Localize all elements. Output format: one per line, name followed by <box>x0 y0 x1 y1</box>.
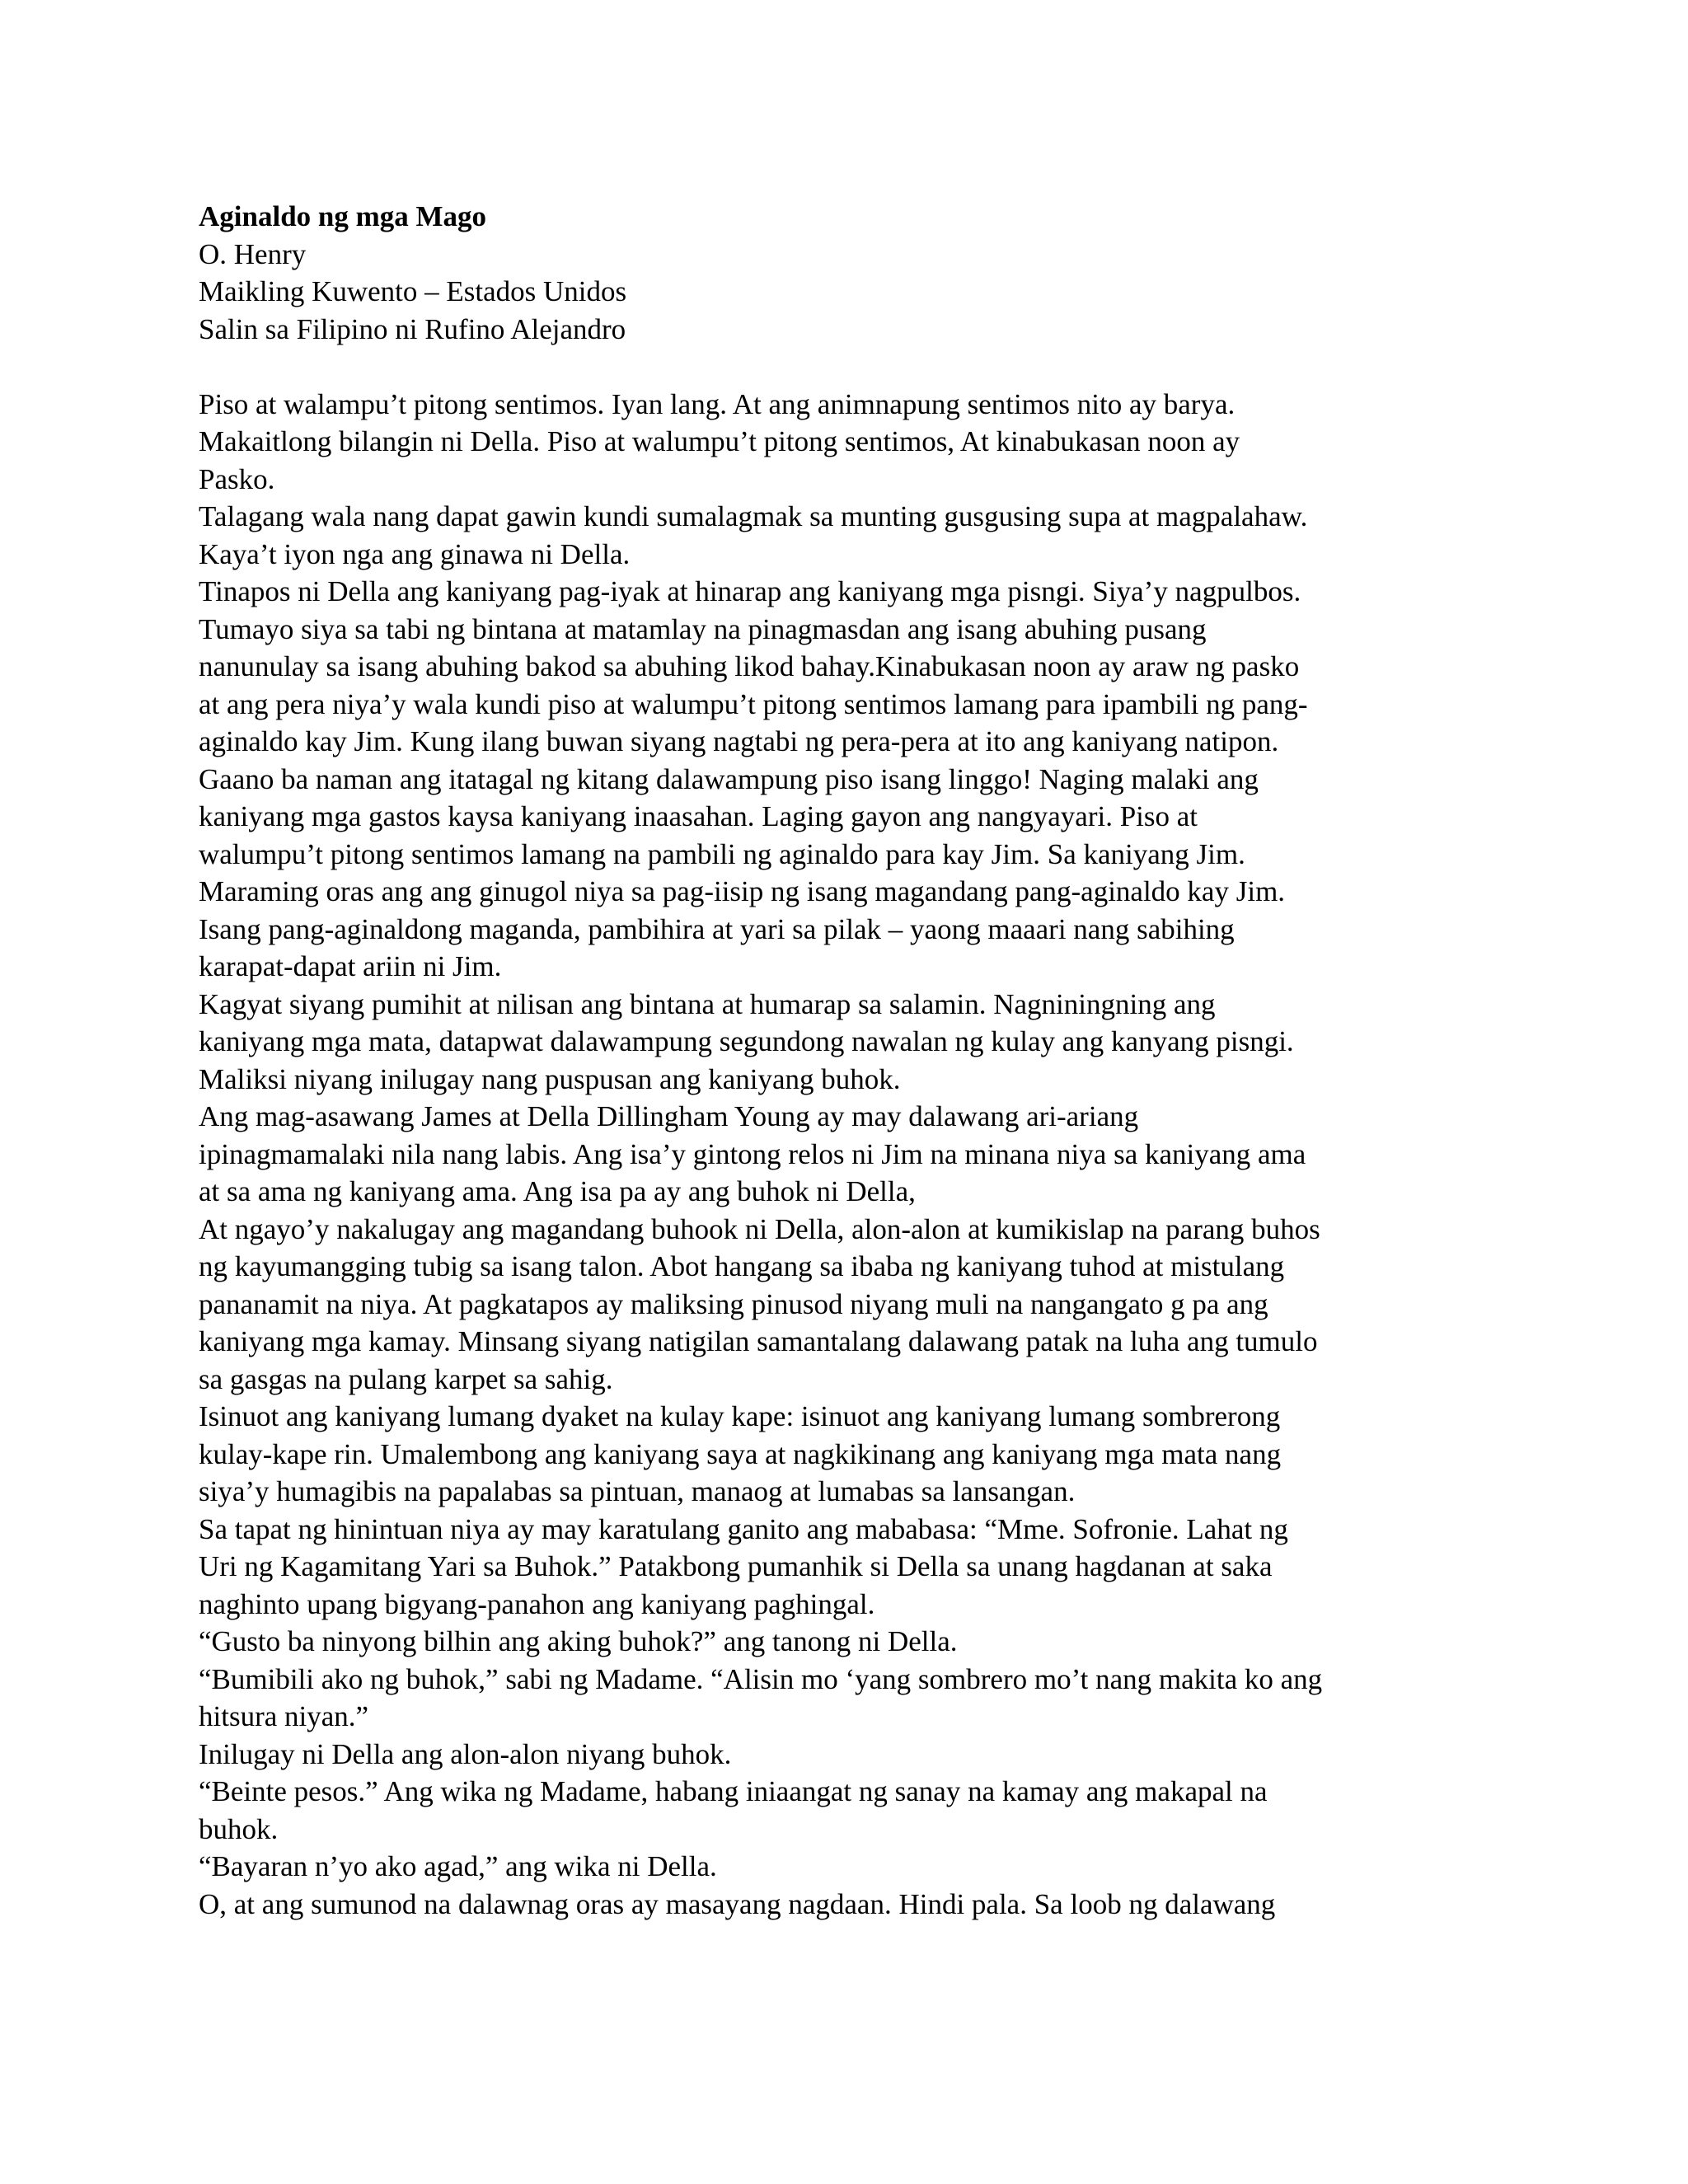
body-line: Uri ng Kagamitang Yari sa Buhok.” Patakbong pumanhik si Della sa unang hagdanan at saka <box>199 1550 1273 1582</box>
body-line: nanunulay sa isang abuhing bakod sa abuhing likod bahay.Kinabukasan noon ay araw ng pasko <box>199 650 1300 682</box>
body-line: walumpu’t pitong sentimos lamang na pambili ng aginaldo para kay Jim. Sa kaniyang Jim. <box>199 837 1245 870</box>
body-line: Isinuot ang kaniyang lumang dyaket na kulay kape: isinuot ang kaniyang lumang sombrerong <box>199 1400 1281 1432</box>
body-line: Maraming oras ang ang ginugol niya sa pag-iisip ng isang magandang pang-aginaldo kay Jim. <box>199 875 1286 907</box>
body-line: Pasko. <box>199 462 275 495</box>
body-line: “Beinte pesos.” Ang wika ng Madame, habang iniaangat ng sanay na kamay ang makapal na <box>199 1775 1268 1807</box>
body-line: kaniyang mga mata, datapwat dalawampung segundong nawalan ng kulay ang kanyang pisngi. <box>199 1025 1294 1057</box>
body-line: O, at ang sumunod na dalawnag oras ay masayang nagdaan. Hindi pala. Sa loob ng dalawang <box>199 1887 1276 1920</box>
body-line: Makaitlong bilangin ni Della. Piso at walumpu’t pitong sentimos, At kinabukasan noon ay <box>199 425 1240 457</box>
story-body <box>199 386 1493 1924</box>
body-line: aginaldo kay Jim. Kung ilang buwan siyang nagtabi ng pera-pera at ito ang kaniyang natipon. <box>199 725 1279 757</box>
body-line: karapat-dapat ariin ni Jim. <box>199 950 502 982</box>
body-line: At ngayo’y nakalugay ang magandang buhook ni Della, alon-alon at kumikislap na parang buhos <box>199 1212 1320 1245</box>
body-line: pananamit na niya. At pagkatapos ay maliksing pinusod niyang muli na nangangato g pa ang <box>199 1287 1268 1320</box>
body-line: Talagang wala nang dapat gawin kundi sumalagmak sa munting gusgusing supa at magpalahaw. <box>199 500 1308 532</box>
body-line: naghinto upang bigyang-panahon ang kaniyang paghingal. <box>199 1587 875 1620</box>
document-text <box>199 198 1493 1923</box>
body-line: ipinagmamalaki nila nang labis. Ang isa’y gintong relos ni Jim na minana niya sa kaniyang ama <box>199 1137 1306 1170</box>
body-line: hitsura niyan.” <box>199 1700 369 1732</box>
body-line: Kagyat siyang pumihit at nilisan ang bintana at humarap sa salamin. Nagniningning ang <box>199 987 1216 1020</box>
story-author: O. Henry <box>199 237 307 270</box>
body-line: buhok. <box>199 1812 279 1845</box>
body-line: kulay-kape rin. Umalembong ang kaniyang saya at nagkikinang ang kaniyang mga mata nang <box>199 1437 1282 1470</box>
body-line: Piso at walampu’t pitong sentimos. Iyan lang. At ang animnapung sentimos nito ay barya. <box>199 387 1236 420</box>
story-title: Aginaldo ng mga Mago <box>199 200 487 232</box>
body-line: Inilugay ni Della ang alon-alon niyang buhok. <box>199 1737 732 1770</box>
body-line: at ang pera niya’y wala kundi piso at walumpu’t pitong sentimos lamang para ipambili ng pang- <box>199 687 1308 720</box>
body-line: Isang pang-aginaldong maganda, pambihira at yari sa pilak – yaong maaari nang sabihing <box>199 912 1235 945</box>
body-line: sa gasgas na pulang karpet sa sahig. <box>199 1362 613 1395</box>
body-line: ng kayumangging tubig sa isang talon. Abot hangang sa ibaba ng kaniyang tuhod at mistulang <box>199 1250 1285 1282</box>
body-line: Tinapos ni Della ang kaniyang pag-iyak at hinarap ang kaniyang mga pisngi. Siya’y nagpulbos. <box>199 575 1301 607</box>
body-line: Gaano ba naman ang itatagal ng kitang dalawampung piso isang linggo! Naging malaki ang <box>199 762 1259 795</box>
body-line: at sa ama ng kaniyang ama. Ang isa pa ay ang buhok ni Della, <box>199 1175 916 1207</box>
body-line: “Bayaran n’yo ako agad,” ang wika ni Della. <box>199 1850 717 1882</box>
body-line: kaniyang mga gastos kaysa kaniyang inaasahan. Laging gayon ang nangyayari. Piso at <box>199 800 1198 832</box>
body-line: Tumayo siya sa tabi ng bintana at matamlay na pinagmasdan ang isang abuhing pusang <box>199 612 1207 645</box>
body-line: kaniyang mga kamay. Minsang siyang natigilan samantalang dalawang patak na luha ang tumulo <box>199 1325 1318 1357</box>
paragraph-gap <box>199 348 1493 386</box>
body-line: Maliksi niyang inilugay nang puspusan ang kaniyang buhok. <box>199 1062 901 1095</box>
body-line: Kaya’t iyon nga ang ginawa ni Della. <box>199 537 631 570</box>
body-line: “Bumibili ako ng buhok,” sabi ng Madame. “Alisin mo ‘yang sombrero mo’t nang makita ko ang <box>199 1662 1323 1695</box>
body-line: Sa tapat ng hinintuan niya ay may karatulang ganito ang mababasa: “Mme. Sofronie. Lahat ng <box>199 1512 1288 1545</box>
body-line: Ang mag-asawang James at Della Dillingham Young ay may dalawang ari-ariang <box>199 1100 1139 1132</box>
story-genre: Maikling Kuwento – Estados Unidos <box>199 275 627 307</box>
story-translator: Salin sa Filipino ni Rufino Alejandro <box>199 312 626 345</box>
body-line: siya’y humagibis na papalabas sa pintuan, manaog at lumabas sa lansangan. <box>199 1475 1076 1507</box>
body-line: “Gusto ba ninyong bilhin ang aking buhok?” ang tanong ni Della. <box>199 1625 958 1657</box>
